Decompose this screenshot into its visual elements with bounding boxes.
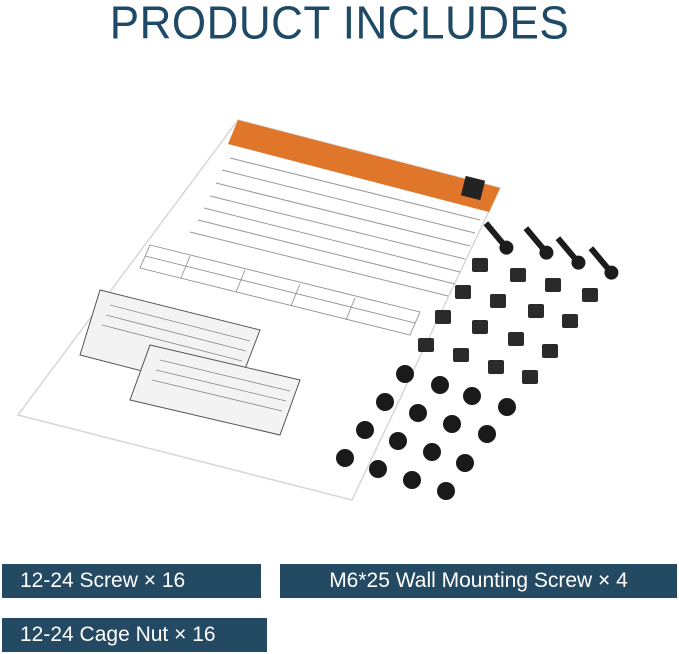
page-title: PRODUCT INCLUDES: [109, 0, 570, 49]
wall-screw-count-label: M6*25 Wall Mounting Screw × 4: [280, 564, 677, 598]
screw-count-label: 12-24 Screw × 16: [2, 564, 261, 598]
product-illustration: [0, 60, 679, 560]
instruction-manual: [18, 120, 500, 500]
cage-nut-count-label: 12-24 Cage Nut × 16: [2, 618, 267, 652]
product-photo: [0, 60, 679, 560]
wall-mounting-screws: [480, 219, 621, 283]
